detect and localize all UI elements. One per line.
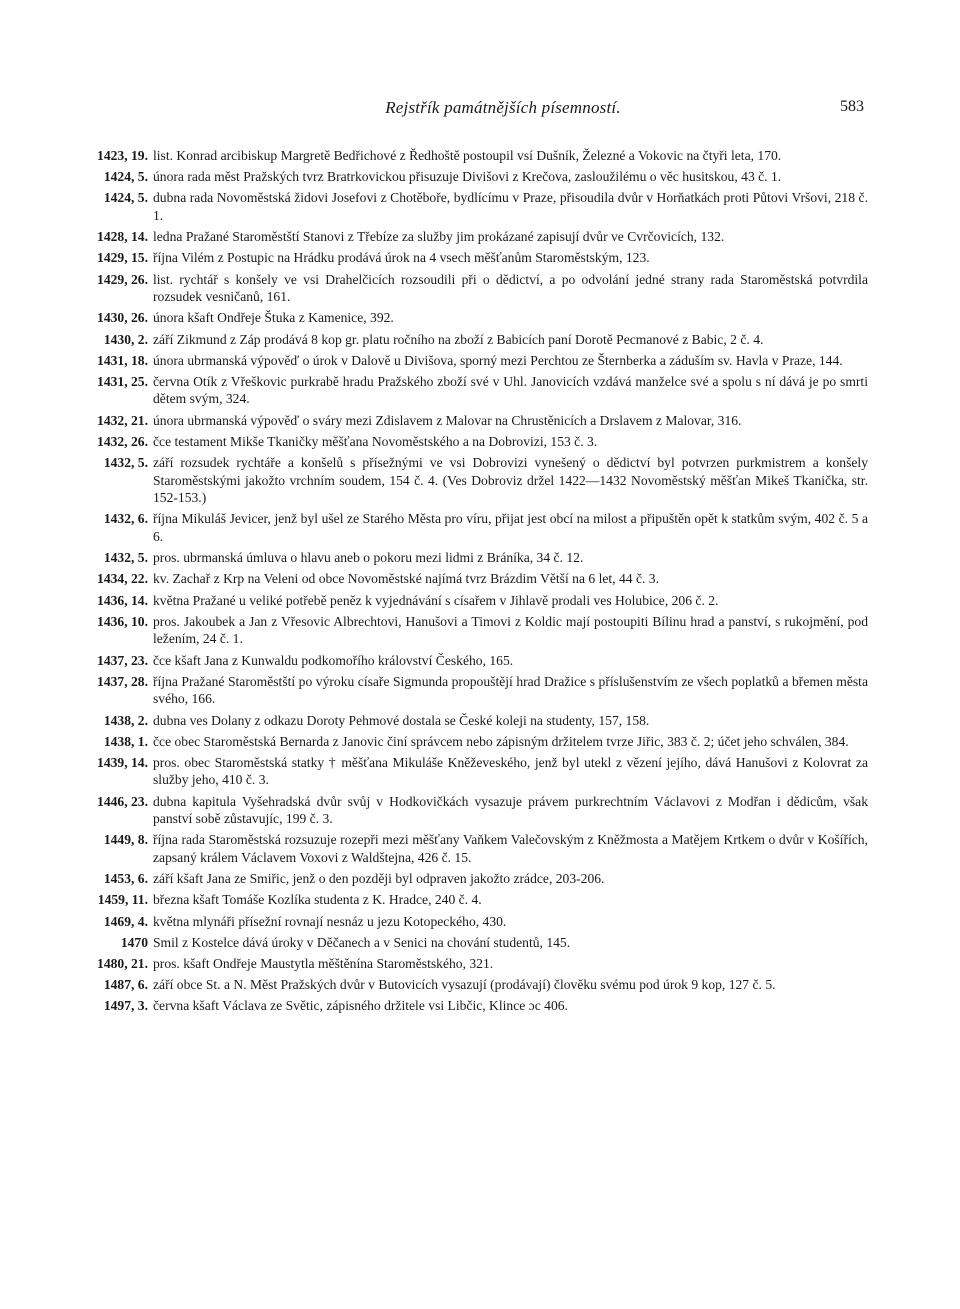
entry-text: pros. ubrmanská úmluva o hlavu aneb o pokoru mezi lidmi z Bráníka, 34 č. 12. <box>153 550 584 566</box>
entry-text: října rada Staroměstská rozsuzuje rozepři mezi měšťany Vaňkem Valečovským z Kněžmosta a Matějem Krtkem o dvůr v Košířích, zapsaný králem Václavem Voxovi z Waldštejna, 426 č. 15. <box>153 832 868 866</box>
entry-date: 1449, 8. <box>103 832 148 848</box>
entry-date: 1432, 5. <box>103 550 148 566</box>
register-entry <box>88 373 868 408</box>
register-entry <box>88 754 868 789</box>
running-title: Rejstřík památnějších písemností. <box>385 98 621 117</box>
entry-text: září rozsudek rychtáře a konšelů s přísežnými ve vsi Dobrovizi vynešený o dědictví byl potvrzen purkmistrem a konšely Staroměstskými jakožto vrchním soudem, 154 č. 4. (Ves Dobroviz držel 1422—1432 Novoměstský měšťan Mikeš Tkanička, str. 152-153.) <box>153 455 868 506</box>
register-entry <box>88 712 868 730</box>
entry-text: února ubrmanská výpověď o úrok v Dalově u Divišova, sporný mezi Perchtou ze Šternberka a záduším sv. Havla v Praze, 144. <box>153 352 843 368</box>
entry-text: kv. Zachař z Krp na Veleni od obce Novoměstské najímá tvrz Brázdim Větší na 6 let, 44 č. 3. <box>153 571 659 587</box>
register-entry <box>88 249 868 267</box>
entry-text: čce testament Mikše Tkaničky měšťana Novoměstského a na Dobrovizi, 153 č. 3. <box>153 433 598 449</box>
register-entries <box>88 147 868 1019</box>
register-entry <box>88 592 868 610</box>
register-entry <box>88 733 868 751</box>
entry-date: 1469, 4. <box>103 913 148 929</box>
entry-text: dubna kapitula Vyšehradská dvůr svůj v Hodkovičkách vysazuje právem purkrechtním Václavovi z Modřan i dědicům, však panství sobě zůstavujíc, 199 č. 3. <box>153 793 868 827</box>
entry-text: května mlynáři přísežní rovnají nesnáz u jezu Kotopeckého, 430. <box>153 913 507 929</box>
register-entry <box>88 613 868 648</box>
entry-text: dubna rada Novoměstská židovi Josefovi z Chotěboře, bydlícímu v Praze, přisoudila dvůr v Horňatkách proti Půtovi Vršovi, 218 č. 1. <box>153 190 868 223</box>
entry-text: list. Konrad arcibiskup Margretě Bedřichové z Ředhoště postoupil vsí Dušník, Železné a Vokovic na čtyři leta, 170. <box>153 148 782 163</box>
entry-date: 1438, 1. <box>103 733 148 749</box>
entry-text: pros. Jakoubek a Jan z Vřesovic Albrechtovi, Hanušovi a Timovi z Koldic mají postoupiti Bílinu hrad a panství, s rukojmění, pod ležením, 24 č. 1. <box>153 613 868 647</box>
entry-text: čce kšaft Jana z Kunwaldu podkomořího království Českého, 165. <box>153 652 514 668</box>
register-entry <box>88 997 868 1015</box>
entry-text: pros. kšaft Ondřeje Maustytla měštěnína Staroměstského, 321. <box>153 955 494 971</box>
entry-date: 1436, 14. <box>97 592 148 608</box>
entry-date: 1423, 19. <box>97 148 148 163</box>
entry-text: ledna Pražané Staroměstští Stanovi z Třebíze za služby jim prokázané zapisují dvůr ve Cvrčovicích, 132. <box>153 229 725 245</box>
entry-text: května Pražané u veliké potřebě peněz k vyjednávání s císařem v Jihlavě prodali ves Holubice, 206 č. 2. <box>153 592 719 608</box>
entry-date: 1438, 2. <box>103 712 148 728</box>
entry-date: 1453, 6. <box>103 871 148 887</box>
register-entry <box>88 352 868 370</box>
register-entry <box>88 673 868 708</box>
register-entry <box>88 454 868 507</box>
register-entry <box>88 831 868 866</box>
register-entry <box>88 955 868 973</box>
entry-text: pros. obec Staroměstská statky † měšťana Mikuláše Kněževeského, jenž byl utekl z vězení jejího, dává Hanušovi z Kolovrat za služby jeho, 410 č. 3. <box>153 754 868 788</box>
register-entry <box>88 976 868 994</box>
entry-date: 1424, 5. <box>103 169 148 185</box>
register-entry <box>88 913 868 931</box>
entry-text: dubna ves Dolany z odkazu Doroty Pehmové dostala se České koleji na studenty, 157, 158. <box>153 712 650 728</box>
entry-text: Smil z Kostelce dává úroky v Děčanech a v Senici na chování studentů, 145. <box>153 934 571 950</box>
entry-date: 1431, 18. <box>97 352 148 368</box>
register-entry <box>88 228 868 246</box>
entry-date: 1432, 5. <box>103 455 148 471</box>
entry-text: února ubrmanská výpověď o sváry mezi Zdislavem z Malovar na Chrustěnicích a Drslavem z Malovar, 316. <box>153 412 742 428</box>
register-entry <box>88 271 868 306</box>
entry-text: března kšaft Tomáše Kozlíka studenta z K. Hradce, 240 č. 4. <box>153 892 482 908</box>
register-entry <box>88 510 868 545</box>
entry-text: října Mikuláš Jevicer, jenž byl ušel ze Starého Města pro víru, přijat jest obcí na milost a připuštěn opět k statkům svým, 402 č. 5 a 6. <box>153 511 868 544</box>
entry-date: 1487, 6. <box>103 977 148 993</box>
register-entry <box>88 652 868 670</box>
register-entry <box>88 570 868 588</box>
entry-text: září obce St. a N. Měst Pražských dvůr v Butovicích vysazují (prodávají) člověku svému pod úrok 9 kop, 127 č. 5. <box>153 977 776 993</box>
entry-date: 1434, 22. <box>97 571 148 587</box>
entry-date: 1436, 10. <box>97 613 148 629</box>
register-entry <box>88 168 868 186</box>
register-entry <box>88 870 868 888</box>
entry-date: 1432, 26. <box>97 433 148 449</box>
register-entry <box>88 793 868 828</box>
entry-text: října Vilém z Postupic na Hrádku prodává úrok na 4 vsech měšťanům Staroměstským, 123. <box>153 250 650 266</box>
entry-date: 1437, 23. <box>97 652 148 668</box>
register-entry <box>88 549 868 567</box>
register-entry <box>88 309 868 327</box>
entry-date: 1430, 26. <box>97 310 148 326</box>
entry-date: 1430, 2. <box>103 331 148 347</box>
entry-text: února rada měst Pražských tvrz Bratrkovickou přisuzuje Divišovi z Krečova, zasloužilému o věc husitskou, 43 č. 1. <box>153 169 782 185</box>
entry-text: září kšaft Jana ze Smiřic, jenž o den později byl odpraven jakožto zrádce, 203-206. <box>153 871 605 887</box>
entry-date: 1437, 28. <box>97 673 148 689</box>
entry-date: 1446, 23. <box>97 793 148 809</box>
register-entry <box>88 934 868 952</box>
entry-text: června Otík z Vřeškovic purkrabě hradu Pražského zboží své v Uhl. Janovicích vzdává manželce své a spolu s ní dává je po smrti dětem svým, 324. <box>153 373 868 407</box>
entry-date: 1431, 25. <box>97 373 148 389</box>
entry-date: 1480, 21. <box>97 955 148 971</box>
entry-text: února kšaft Ondřeje Štuka z Kamenice, 392. <box>153 310 394 326</box>
register-entry <box>88 433 868 451</box>
entry-date: 1497, 3. <box>103 998 148 1014</box>
register-entry <box>88 189 868 224</box>
page-number: 583 <box>840 98 864 115</box>
entry-date: 1424, 5. <box>103 190 148 206</box>
register-entry <box>88 147 868 165</box>
page-header <box>142 98 864 122</box>
entry-date: 1439, 14. <box>97 754 148 770</box>
entry-date: 1459, 11. <box>97 892 148 908</box>
entry-date: 1432, 21. <box>97 412 148 428</box>
entry-date: 1432, 6. <box>103 511 148 527</box>
entry-date: 1429, 15. <box>97 250 148 266</box>
register-entry <box>88 891 868 909</box>
entry-text: října Pražané Staroměstští po výroku císaře Sigmunda propouštějí hrad Dražice s příslušenstvím ze všech poplatků a břemen města svého, 166. <box>153 673 868 707</box>
entry-text: září Zikmund z Záp prodává 8 kop gr. platu ročního na zboží z Babicích paní Dorotě Pecmanové z Babic, 2 č. 4. <box>153 331 764 347</box>
entry-text: čce obec Staroměstská Bernarda z Janovic činí správcem nebo zápisným držitelem tvrze Jiřic, 383 č. 2; účet jeho schválen, 384. <box>153 733 849 749</box>
entry-date: 1429, 26. <box>97 271 148 287</box>
entry-text: června kšaft Václava ze Světic, zápisného držitele vsi Libčic, Klince ɔc 406. <box>153 998 568 1014</box>
entry-date: 1470 <box>120 934 148 950</box>
entry-text: list. rychtář s konšely ve vsi Drahelčicích rozsoudili při o dědictví, a po odvolání jedné strany rada Staroměstská potvrdila rozsudek vesničanů, 161. <box>153 271 868 305</box>
register-entry <box>88 331 868 349</box>
register-entry <box>88 412 868 430</box>
entry-date: 1428, 14. <box>97 229 148 245</box>
